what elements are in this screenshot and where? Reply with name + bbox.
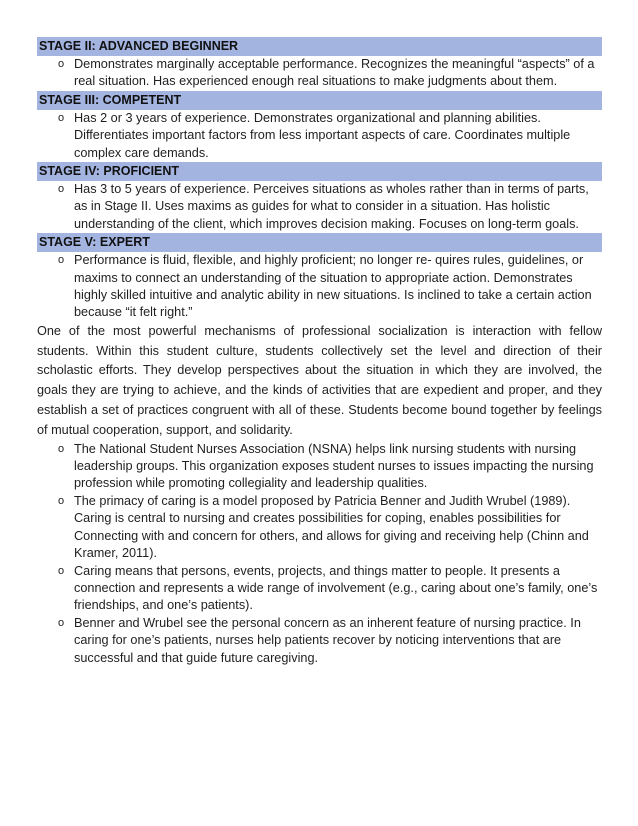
document-page <box>37 37 602 667</box>
bullet-list <box>37 441 602 667</box>
stage-bullets <box>37 56 602 91</box>
bullet-marker: o <box>58 442 65 455</box>
stage-section <box>37 162 602 233</box>
bullet-marker: o <box>58 111 65 124</box>
bullet-marker: o <box>58 564 65 577</box>
stage-section <box>37 233 602 322</box>
bullet-text: Benner and Wrubel see the personal concern as an inherent feature of nursing practice. In caring for one’s patients, nurses help patients recover by noticing interventions that are successful and that guide future caregiving. <box>74 615 581 665</box>
bullet-text: Caring means that persons, events, projects, and things matter to people. It presents a connection and represents a wide range of involvement (e.g., caring about one’s family, one’s friendships, and one’s patients). <box>74 563 598 613</box>
stage-bullets <box>37 252 602 322</box>
bullet-text: Performance is fluid, flexible, and highly proficient; no longer re- quires rules, guidelines, or maxims to connect an understanding of the situation to appropriate action. Demonstrates highly skilled intuitive and analytic ability in new situations. Is inclined to take a certain action because “it felt right.” <box>74 253 592 320</box>
list-item <box>37 110 602 162</box>
bullet-marker: o <box>58 616 65 629</box>
body-paragraph: One of the most powerful mechanisms of professional socialization is interaction with fellow students. Within this student culture, students collectively set the level and direction of their scholastic efforts. They develop perspectives about the situation in which they are involved, the goals they are trying to achieve, and the kinds of activities that are expedient and proper, and they establish a set of practices congruent with all of these. Students become bound together by feelings of mutual cooperation, support, and solidarity. <box>37 323 602 437</box>
bullet-text: Has 3 to 5 years of experience. Perceives situations as wholes rather than in terms of parts, as in Stage II. Uses maxims as guides for what to consider in a situation. Has holistic understanding of the client, which improves decision making. Focuses on long-term goals. <box>74 182 589 231</box>
list-item <box>37 181 602 233</box>
stage-header: STAGE II: ADVANCED BEGINNER <box>37 37 602 56</box>
list-item <box>37 441 602 493</box>
list-item <box>37 56 602 91</box>
bullet-marker: o <box>58 58 65 70</box>
bullet-text: Has 2 or 3 years of experience. Demonstrates organizational and planning abilities. Differentiates important factors from less important aspects of care. Coordinates multiple complex care demands. <box>74 110 571 160</box>
stage-bullets <box>37 110 602 162</box>
bullet-text: Demonstrates marginally acceptable performance. Recognizes the meaningful “aspects” of a real situation. Has experienced enough real situations to make judgments about them. <box>74 57 595 89</box>
stage-section <box>37 37 602 91</box>
stage-header: STAGE III: COMPETENT <box>37 91 602 110</box>
bullet-marker: o <box>58 183 65 196</box>
list-item <box>37 563 602 615</box>
bullet-marker: o <box>58 254 65 267</box>
list-item <box>37 252 602 322</box>
stage-header: STAGE IV: PROFICIENT <box>37 162 602 181</box>
list-item <box>37 493 602 563</box>
list-item <box>37 615 602 667</box>
stage-section <box>37 91 602 162</box>
bullet-text: The National Student Nurses Association (NSNA) helps link nursing students with nursing leadership groups. This organization exposes student nurses to issues impacting the nursing profession while promoting collegiality and leadership qualities. <box>74 441 594 491</box>
bullet-text: The primacy of caring is a model proposed by Patricia Benner and Judith Wrubel (1989). Caring is central to nursing and creates possibilities for coping, enables possibilities for Connecting with and concern for others, and allows for giving and receiving help (Chinn and Kramer, 2011). <box>74 493 589 561</box>
stage-header: STAGE V: EXPERT <box>37 233 602 252</box>
stage-bullets <box>37 181 602 233</box>
bullet-marker: o <box>58 494 65 507</box>
